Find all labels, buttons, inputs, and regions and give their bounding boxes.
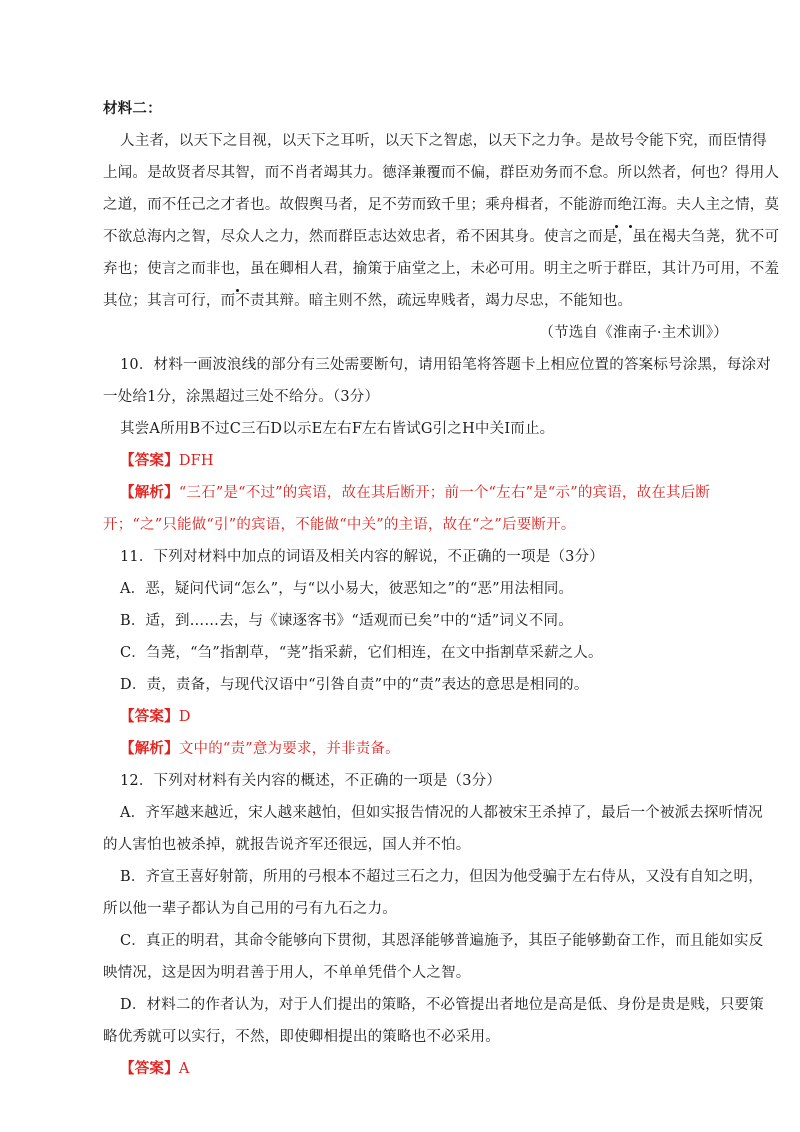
q12-option-d-line-1: D．材料二的作者认为，对于人们提出的策略，不必管提出者地位是高是低、身份是贵是贱，只要策	[120, 997, 764, 1013]
q10-stem-line-2: 一处给1分，涂黑超过三处不给分。（3分）	[103, 389, 380, 405]
analysis-tag: 【解析】	[120, 485, 179, 501]
q10-segments: 其尝A所用B不过C三石D以示E左右F左右皆试G引之H中关I而止。	[120, 421, 555, 437]
q10-analysis-line-2: 开；“之”只能做“引”的宾语，不能做“中关”的主语，故在“之”后要断开。	[103, 517, 576, 533]
q12-option-b-line-1: B．齐宣王喜好射箭，所用的弓根本不超过三石之力，但因为他受骗于左右侍从，又没有自知之明，	[120, 869, 763, 885]
q11-option-b: B．适，到……去，与《谏逐客书》“适观而已矣”中的“适”词义不同。	[120, 613, 573, 629]
q12-option-a-line-1: A．齐军越来越近，宋人越来越怕，但如实报告情况的人都被宋王杀掉了，最后一个被派去探听情况	[120, 805, 763, 821]
emphasis-dot	[615, 225, 618, 228]
q12-option-c-line-2: 映情况，这是因为明君善于用人，不单单凭借个人之智。	[103, 965, 471, 981]
emphasis-dot	[236, 289, 239, 292]
material2-heading: 材料二：	[103, 101, 162, 117]
material2-line-4: 不欲总海内之智，尽众人之力，然而群臣志达效忠者，希不困其身。使言之而是，虽在褐夫刍荛，犹不可	[103, 229, 780, 245]
answer-tag: 【答案】	[120, 709, 179, 725]
material2-line-6: 其位；其言可行，而不责其辩。暗主则不然，疏远卑贱者，竭力尽忠，不能知也。	[103, 293, 633, 309]
q10-answer	[120, 451, 214, 471]
answer-tag: 【答案】	[120, 453, 179, 469]
answer-value: D	[178, 709, 191, 725]
q11-answer	[120, 707, 191, 727]
q12-stem: 12．下列对材料有关内容的概述，不正确的一项是（3分）	[120, 773, 502, 789]
q11-option-d: D．责，责备，与现代汉语中“引咎自责”中的“责”表达的意思是相同的。	[120, 677, 589, 693]
q11-option-a: A．恶，疑问代词“怎么”，与“以小易大，彼恶知之”的“恶”用法相同。	[120, 581, 574, 597]
q12-option-a-line-2: 的人害怕也被杀掉，就报告说齐军还很远，国人并不怕。	[103, 837, 471, 853]
emphasis-dot	[629, 225, 632, 228]
q10-analysis	[120, 483, 710, 503]
q11-option-c: C．刍荛，“刍”指割草，“荛”指采薪，它们相连，在文中指割草采薪之人。	[120, 645, 603, 661]
q11-analysis	[120, 739, 400, 759]
q12-option-d-line-2: 略优秀就可以实行，不然，即使卿相提出的策略也不必采用。	[103, 1029, 500, 1045]
answer-tag: 【答案】	[120, 1061, 179, 1077]
material2-line-3: 之道，而不任己之才者也。故假舆马者，足不劳而致千里；乘舟楫者，不能游而绝江海。夫人主之情，莫	[103, 197, 780, 213]
analysis-tag: 【解析】	[120, 741, 179, 757]
material2-source: （节选自《淮南子·主术训》）	[539, 325, 728, 341]
analysis-text: 文中的“责”意为要求，并非责备。	[178, 741, 400, 757]
answer-value: A	[178, 1061, 190, 1077]
answer-value: DFH	[178, 453, 214, 469]
q12-option-b-line-2: 所以他一辈子都认为自己用的弓有九石之力。	[103, 901, 397, 917]
analysis-text: “三石”是“不过”的宾语，故在其后断开；前一个“左右”是“示”的宾语，故在其后断	[178, 485, 711, 501]
material2-line-1: 人主者，以天下之目视，以天下之耳听，以天下之智虑，以天下之力争。是故号令能下究，而臣情得	[120, 133, 767, 149]
q12-answer	[120, 1059, 189, 1079]
q10-stem-line-1: 10．材料一画波浪线的部分有三处需要断句，请用铅笔将答题卡上相应位置的答案标号涂黑，每涂对	[120, 357, 771, 373]
q11-stem: 11．下列对材料中加点的词语及相关内容的解说，不正确的一项是（3分）	[120, 549, 604, 565]
material2-line-2: 上闻。是故贤者尽其智，而不肖者竭其力。德泽兼覆而不偏，群臣劝务而不怠。所以然者，何也？得用人	[103, 165, 780, 181]
q12-option-c-line-1: C．真正的明君，其命令能够向下贯彻，其恩泽能够普遍施予，其臣子能够勤奋工作，而且能如实反	[120, 933, 764, 949]
material2-line-5: 弃也；使言之而非也，虽在卿相人君，揄策于庙堂之上，未必可用。明主之听于群臣，其计乃可用，不羞	[103, 261, 780, 277]
